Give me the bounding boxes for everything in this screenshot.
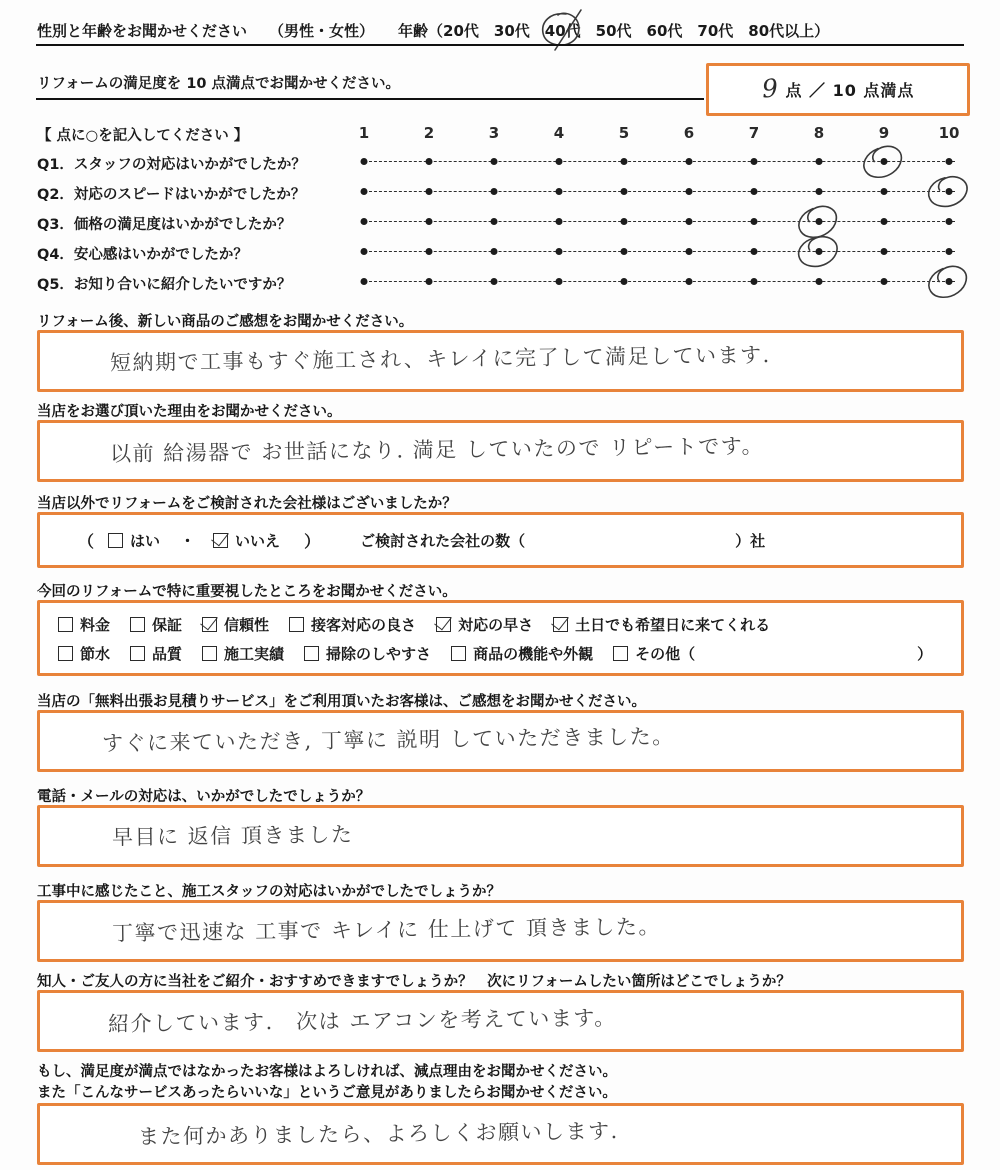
rating-row-q5[interactable] <box>37 276 964 288</box>
impression-answer-box[interactable] <box>37 330 964 392</box>
rating-dot[interactable] <box>751 218 758 225</box>
rating-dot[interactable] <box>426 218 433 225</box>
priority-checkbox-hinshitsu[interactable] <box>130 646 145 661</box>
scale-number-5: 5 <box>618 124 630 142</box>
priority-item-taiou-hayasa[interactable] <box>436 614 533 635</box>
checkbox-yes[interactable] <box>108 530 160 551</box>
estimate-service-answer-box[interactable] <box>37 710 964 772</box>
score-box[interactable] <box>706 63 970 116</box>
rating-dot[interactable] <box>556 188 563 195</box>
rating-dot[interactable] <box>491 278 498 285</box>
reason-label: 当店をお選び頂いた理由をお聞かせください。 <box>37 404 342 420</box>
question-label-q2: Q2．対応のスピードはいかがでしたか？ <box>37 187 306 203</box>
rating-dot[interactable] <box>491 158 498 165</box>
rating-dot[interactable] <box>361 218 368 225</box>
rating-dot[interactable] <box>361 188 368 195</box>
rating-dot[interactable] <box>816 218 823 225</box>
rating-dot[interactable] <box>361 278 368 285</box>
gender-options: （男性・女性） <box>269 21 375 40</box>
rating-dot[interactable] <box>556 158 563 165</box>
rating-dot[interactable] <box>621 158 628 165</box>
checkbox-no-label: いいえ <box>235 532 281 550</box>
rating-dot[interactable] <box>556 248 563 255</box>
priority-checkbox-taiou-hayasa[interactable] <box>436 617 451 632</box>
priority-item-shinraisei[interactable] <box>202 614 269 635</box>
rating-dot[interactable] <box>946 278 953 285</box>
rating-dot[interactable] <box>556 278 563 285</box>
rating-dot[interactable] <box>686 248 693 255</box>
rating-dot[interactable] <box>686 188 693 195</box>
scale-number-3: 3 <box>488 124 500 142</box>
priority-label-taiou-hayasa: 対応の早さ <box>458 616 534 634</box>
rating-dot[interactable] <box>621 188 628 195</box>
referral-label: 知人・ご友人の方に当社をご紹介・おすすめできますでしょうか？ 次にリフォームしたい箇所はどこでしょうか？ <box>37 974 791 990</box>
close-paren: ） <box>304 532 321 551</box>
rating-row-q1[interactable] <box>37 156 964 168</box>
rating-dot[interactable] <box>751 158 758 165</box>
other-companies-label: 当店以外でリフォームをご検討された会社様はございましたか？ <box>37 496 457 512</box>
priority-label-shinraisei: 信頼性 <box>224 616 270 634</box>
phone-mail-answer-box[interactable] <box>37 805 964 867</box>
rating-dot[interactable] <box>621 248 628 255</box>
rating-dot[interactable] <box>556 218 563 225</box>
scale-number-1: 1 <box>358 124 370 142</box>
priority-label-sessui: 節水 <box>80 645 111 663</box>
priorities-row-2 <box>58 643 932 664</box>
priority-item-sessui[interactable] <box>58 643 110 664</box>
rating-dot[interactable] <box>816 188 823 195</box>
rating-dot[interactable] <box>946 248 953 255</box>
header-divider <box>36 44 964 46</box>
scale-number-10: 10 <box>938 124 960 142</box>
rating-dot[interactable] <box>361 248 368 255</box>
rating-dot[interactable] <box>361 158 368 165</box>
priority-item-hoshou[interactable] <box>130 614 182 635</box>
score-question: リフォームの満足度を 10 点満点でお聞かせください。 <box>37 76 401 92</box>
question-label-q5: Q5．お知り合いに紹介したいですか？ <box>37 277 292 293</box>
rating-dot[interactable] <box>491 188 498 195</box>
priority-label-donichi: 土日でも希望日に来てくれる <box>575 616 771 634</box>
scale-number-9: 9 <box>878 124 890 142</box>
rating-dot[interactable] <box>881 278 888 285</box>
header-row <box>37 17 963 43</box>
rating-dot[interactable] <box>946 218 953 225</box>
priority-label-sonota: その他（ <box>635 645 696 663</box>
rating-dot[interactable] <box>946 188 953 195</box>
priority-label-kinou-gaikan: 商品の機能や外観 <box>473 645 594 663</box>
rating-dot[interactable] <box>816 158 823 165</box>
priority-checkbox-shinraisei[interactable] <box>202 617 217 632</box>
rating-row-q2[interactable] <box>37 186 964 198</box>
rating-dot[interactable] <box>426 158 433 165</box>
rating-dot[interactable] <box>426 188 433 195</box>
rating-dot[interactable] <box>621 278 628 285</box>
question-label-q1: Q1．スタッフの対応はいかがでしたか？ <box>37 157 306 173</box>
impression-answer: 短納期で工事もすぐ施工され、キレイに完了して満足しています. <box>109 342 771 376</box>
priority-checkbox-hoshou[interactable] <box>130 617 145 632</box>
score-divider <box>36 98 704 100</box>
priority-item-ryoukin[interactable] <box>58 614 110 635</box>
phone-mail-answer: 早目に 返信 頂きました <box>111 822 354 850</box>
rating-dot[interactable] <box>686 218 693 225</box>
referral-answer-box[interactable] <box>37 990 964 1052</box>
rating-dot[interactable] <box>686 158 693 165</box>
rating-dot[interactable] <box>686 278 693 285</box>
question-label-q3: Q3．価格の満足度はいかがでしたか？ <box>37 217 292 233</box>
open-paren: （ <box>78 532 95 551</box>
priority-label-ryoukin: 料金 <box>80 616 111 634</box>
priorities-label: 今回のリフォームで特に重要視したところをお聞かせください。 <box>37 584 457 600</box>
phone-mail-label: 電話・メールの対応は、いかがでしたでしょうか？ <box>37 789 371 805</box>
rating-dot[interactable] <box>881 218 888 225</box>
priority-item-sekou-jisseki[interactable] <box>202 643 284 664</box>
rating-instruction: 【 点に○を記入してください 】 <box>37 128 249 144</box>
priority-other-close: ） <box>917 645 933 663</box>
construction-staff-answer-box[interactable] <box>37 900 964 962</box>
checkbox-no[interactable] <box>213 530 280 551</box>
estimate-service-label: 当店の「無料出張お見積りサービス」をご利用頂いたお客様は、ご感想をお聞かせください。 <box>37 694 646 710</box>
scale-number-2: 2 <box>423 124 435 142</box>
scale-number-6: 6 <box>683 124 695 142</box>
priority-label-sekou-jisseki: 施工実績 <box>224 645 285 663</box>
construction-staff-answer: 丁寧で迅速な 工事で キレイに 仕上げて 頂きました。 <box>111 914 662 946</box>
age-options: 年齢（20代 30代 40代 50代 60代 70代 80代以上） <box>398 21 830 40</box>
priority-item-donichi[interactable] <box>553 614 770 635</box>
rating-dot[interactable] <box>816 248 823 255</box>
priority-checkbox-sessui[interactable] <box>58 646 73 661</box>
priority-item-hinshitsu[interactable] <box>130 643 182 664</box>
gender-question: 性別と年齢をお聞かせください <box>37 21 248 40</box>
rating-dot[interactable] <box>881 248 888 255</box>
scale-number-4: 4 <box>553 124 565 142</box>
rating-dot[interactable] <box>751 278 758 285</box>
construction-staff-label: 工事中に感じたこと、施工スタッフの対応はいかがでしたでしょうか？ <box>37 884 501 900</box>
priority-checkbox-sekkyaku[interactable] <box>289 617 304 632</box>
priority-item-sonota[interactable] <box>613 643 695 664</box>
rating-row-q4[interactable] <box>37 246 964 258</box>
priority-checkbox-sonota[interactable] <box>613 646 628 661</box>
company-count-label: ご検討された会社の数（ <box>360 532 526 550</box>
rating-dot[interactable] <box>946 158 953 165</box>
checkbox-yes-box[interactable] <box>108 533 123 548</box>
priorities-box <box>37 600 964 676</box>
improvement-label-line2: また「こんなサービスあったらいいな」というご意見がありましたらお聞かせください。 <box>37 1085 617 1101</box>
reason-answer-box[interactable] <box>37 420 964 482</box>
priority-label-hinshitsu: 品質 <box>152 645 183 663</box>
score-suffix: 点 ／ 10 点満点 <box>785 81 915 100</box>
priority-checkbox-kinou-gaikan[interactable] <box>451 646 466 661</box>
yn-separator: ・ <box>180 532 196 550</box>
score-value: 9 <box>760 73 779 104</box>
scale-number-7: 7 <box>748 124 760 142</box>
referral-answer: 紹介しています. 次は エアコンを考えています。 <box>107 1005 617 1037</box>
checkbox-yes-label: はい <box>130 532 161 550</box>
other-companies-box <box>37 512 964 568</box>
rating-dot[interactable] <box>491 218 498 225</box>
improvement-answer-box[interactable] <box>37 1103 964 1165</box>
priority-label-sekkyaku: 接客対応の良さ <box>311 616 417 634</box>
checkbox-no-box[interactable] <box>213 533 228 548</box>
impression-label: リフォーム後、新しい商品のご感想をお聞かせください。 <box>37 314 414 330</box>
improvement-answer: また何かありましたら、よろしくお願いします. <box>137 1119 619 1149</box>
rating-dot[interactable] <box>881 188 888 195</box>
rating-row-q3[interactable] <box>37 216 964 228</box>
priority-checkbox-donichi[interactable] <box>553 617 568 632</box>
rating-dot[interactable] <box>816 278 823 285</box>
priority-item-souji[interactable] <box>304 643 431 664</box>
priority-checkbox-souji[interactable] <box>304 646 319 661</box>
rating-dot[interactable] <box>426 278 433 285</box>
rating-dot[interactable] <box>751 248 758 255</box>
priority-checkbox-sekou-jisseki[interactable] <box>202 646 217 661</box>
priorities-row-1 <box>58 614 790 635</box>
question-label-q4: Q4．安心感はいかがでしたか？ <box>37 247 248 263</box>
rating-grid <box>37 124 964 296</box>
priority-label-souji: 掃除のしやすさ <box>326 645 432 663</box>
estimate-service-answer: すぐに来ていただき, 丁寧に 説明 していただきました。 <box>101 724 675 756</box>
priority-item-sekkyaku[interactable] <box>289 614 416 635</box>
priority-checkbox-ryoukin[interactable] <box>58 617 73 632</box>
rating-dot[interactable] <box>491 248 498 255</box>
rating-dot[interactable] <box>881 158 888 165</box>
improvement-label-line1: もし、満足度が満点ではなかったお客様はよろしければ、減点理由をお聞かせください。 <box>37 1064 617 1080</box>
company-count-suffix: ）社 <box>735 532 766 550</box>
priority-label-hoshou: 保証 <box>152 616 183 634</box>
reason-answer: 以前 給湯器で お世話になり. 満足 していたので リピートです。 <box>109 434 765 466</box>
rating-dot[interactable] <box>621 218 628 225</box>
rating-dot[interactable] <box>751 188 758 195</box>
rating-dot[interactable] <box>426 248 433 255</box>
scale-number-8: 8 <box>813 124 825 142</box>
priority-item-kinou-gaikan[interactable] <box>451 643 593 664</box>
